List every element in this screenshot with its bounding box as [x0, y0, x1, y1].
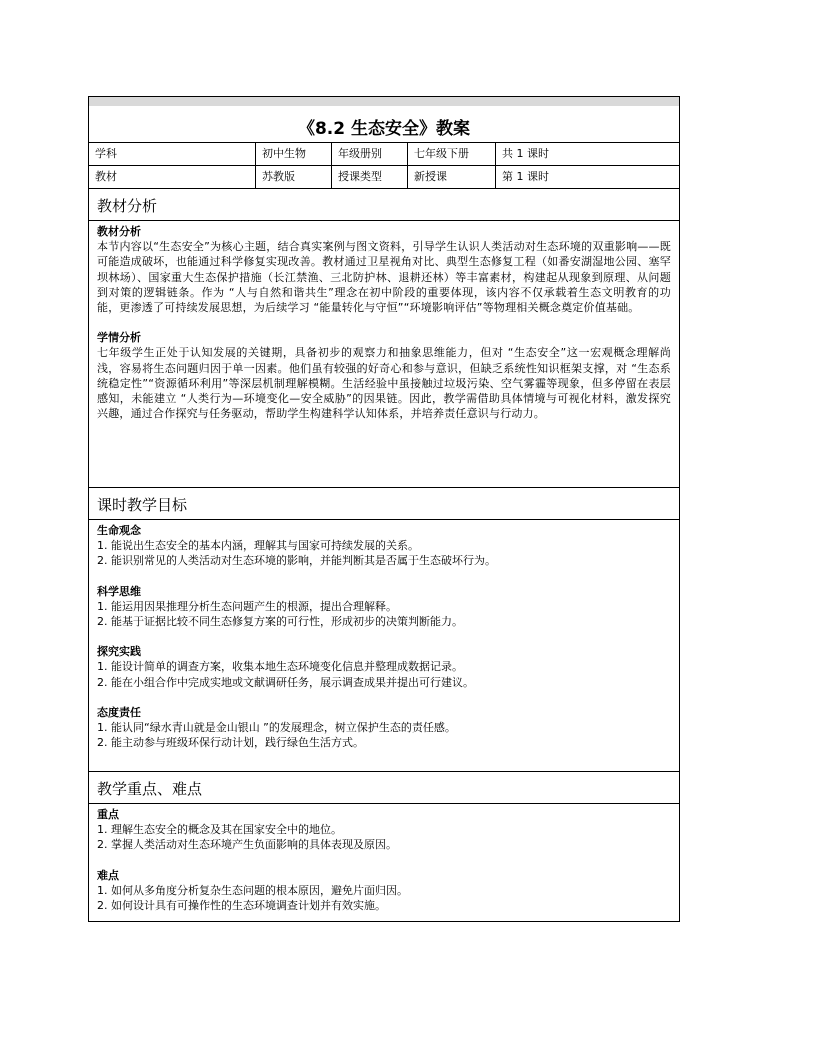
meta-cell: 第 1 课时	[502, 170, 549, 183]
paragraph: 本节内容以“生态安全”为核心主题，结合真实案例与图文资料，引导学生认识人类活动对生态环境的双重影响——既可能造成破坏，也能通过科学修复实现改善。教材通过卫星视角对比、典型生态修复工程（如番安湖湿地公园、塞罕坝林场）、国家重大生态保护措施（长江禁渔、三北防护林、退耕还林）等丰富素材，构建起从现象到原理、从问题到对策的逻辑链条。作为 “人与自然和谐共生”理念在初中阶段的重要体现，该内容不仅承载着生态文明教育的功能，更渗透了可持续发展思想，为后续学习 “能量转化与守恒”“环境影响评估”等物理相关概念奠定价值基础。	[97, 240, 671, 315]
subheading: 科学思维	[97, 584, 141, 598]
list-item: 1. 能说出生态安全的基本内涵，理解其与国家可持续发展的关系。	[97, 539, 419, 553]
list-item: 2. 能主动参与班级环保行动计划，践行绿色生活方式。	[97, 736, 364, 750]
subheading: 态度责任	[97, 705, 141, 719]
meta-cell: 授课类型	[332, 166, 408, 188]
list-item: 2. 能识别常见的人类活动对生态环境的影响，并能判断其是否属于生态破坏行为。	[97, 554, 496, 568]
meta-cell: 教材	[89, 166, 256, 188]
objectives-body	[89, 520, 679, 772]
paragraph: 七年级学生正处于认知发展的关键期，具备初步的观察力和抽象思维能力，但对 “生态安全”这一宏观概念理解尚浅，容易将生态问题归因于单一因素。他们虽有较强的好奇心和参与意识，但缺乏系统性知识框架支撑，对 “生态系统稳定性”“资源循环利用”等深层机制理解模糊。生活经验中虽接触过垃圾污染、空气雾霾等现象，但多停留在表层感知，未能建立 “人类行为—环境变化—安全威胁”的因果链。因此，教学需借助具体情境与可视化材料，激发探究兴趣，通过合作探究与任务驱动，帮助学生构建科学认知体系，并培养责任意识与行动力。	[97, 346, 671, 421]
header-band	[89, 97, 679, 106]
meta-row-2	[89, 166, 679, 189]
list-item: 1. 能设计简单的调查方案，收集本地生态环境变化信息并整理成数据记录。	[97, 660, 463, 674]
list-item: 2. 如何设计具有可操作性的生态环境调查计划并有效实施。	[97, 899, 386, 913]
textbook-analysis-body	[89, 221, 679, 488]
subheading: 生命观念	[97, 524, 141, 537]
section-heading: 教学重点、难点	[89, 772, 679, 804]
meta-cell: 七年级下册	[408, 143, 496, 165]
meta-cell: 学科	[89, 143, 256, 165]
subheading: 学情分析	[97, 331, 141, 345]
meta-cell: 新授课	[408, 166, 496, 188]
meta-cell: 苏教版	[256, 166, 332, 188]
list-item: 2. 能在小组合作中完成实地或文献调研任务，展示调查成果并提出可行建议。	[97, 675, 474, 689]
meta-row-1	[89, 143, 679, 166]
key-points-body	[89, 804, 679, 921]
lesson-plan-table	[88, 96, 680, 922]
meta-cell: 年级册别	[332, 143, 408, 165]
list-item: 1. 如何从多角度分析复杂生态问题的根本原因，避免片面归因。	[97, 883, 408, 897]
subheading: 难点	[97, 868, 119, 882]
subheading: 教材分析	[97, 225, 141, 238]
list-item: 1. 理解生态安全的概念及其在国家安全中的地位。	[97, 823, 342, 837]
meta-cell: 共 1 课时	[502, 147, 549, 160]
list-item: 1. 能认同“绿水青山就是金山银山 ”的发展理念，树立保护生态的责任感。	[97, 721, 456, 735]
title-row	[89, 106, 679, 143]
meta-cell: 初中生物	[256, 143, 332, 165]
subheading: 探究实践	[97, 645, 141, 659]
list-item: 2. 能基于证据比较不同生态修复方案的可行性，形成初步的决策判断能力。	[97, 615, 463, 629]
document-title: 《8.2 生态安全》教案	[297, 118, 471, 139]
subheading: 重点	[97, 808, 119, 821]
section-heading: 教材分析	[89, 189, 679, 221]
list-item: 2. 掌握人类活动对生态环境产生负面影响的具体表现及原因。	[97, 838, 397, 852]
list-item: 1. 能运用因果推理分析生态问题产生的根源，提出合理解释。	[97, 599, 397, 613]
section-heading: 课时教学目标	[89, 488, 679, 520]
